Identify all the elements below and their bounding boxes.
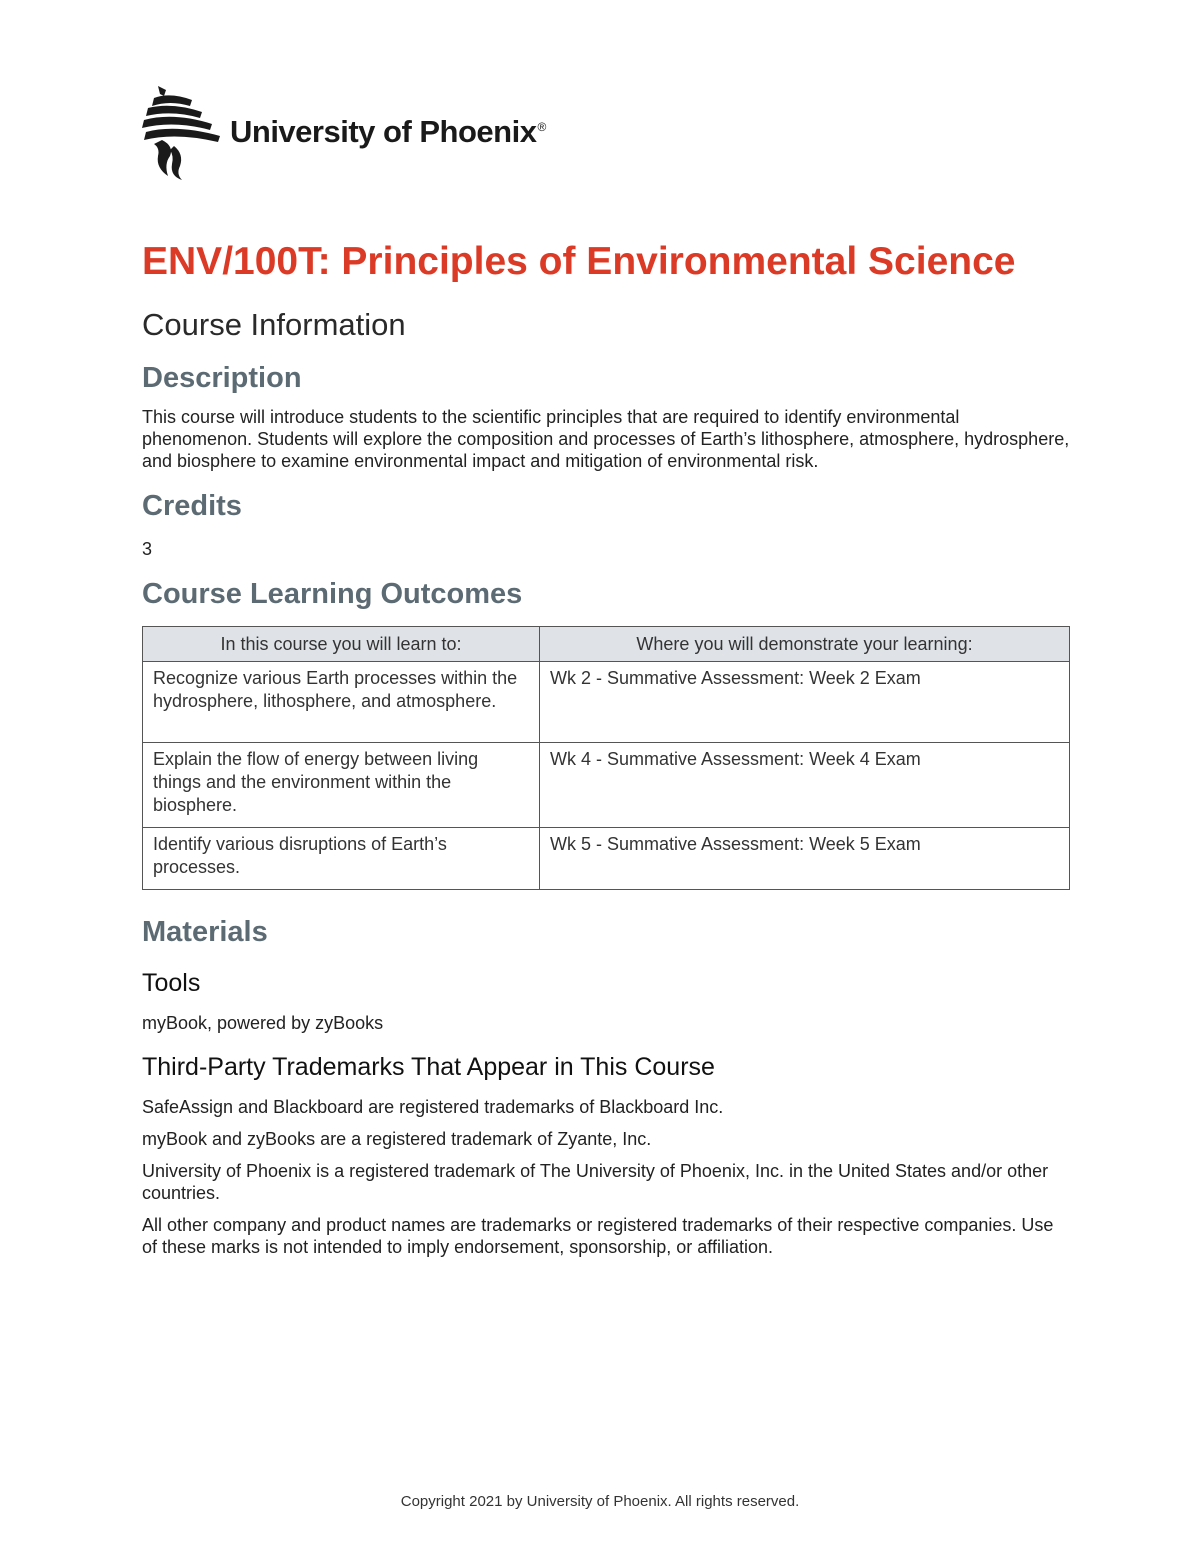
- course-document: [142, 238, 1070, 1258]
- assessment-cell: Wk 5 - Summative Assessment: Week 5 Exam: [540, 828, 1070, 890]
- trademark-line: myBook and zyBooks are a registered trademark of Zyante, Inc.: [142, 1129, 652, 1149]
- course-title: ENV/100T: Principles of Environmental Science: [142, 240, 1016, 283]
- description-text: This course will introduce students to the scientific principles that are required to identify environmental phenomenon. Students will explore the composition and processes of Earth’s lithosphere, atmosphere, hydrosphere, and biosphere to examine environmental impact and mitigation of environmental risk.: [142, 407, 1070, 471]
- outcome-cell: Identify various disruptions of Earth’s processes.: [143, 828, 540, 890]
- table-header-row: [143, 627, 1070, 662]
- university-logo: [140, 84, 546, 180]
- tools-text: myBook, powered by zyBooks: [142, 1013, 384, 1033]
- column-header-demonstrate: Where you will demonstrate your learning:: [540, 627, 1070, 662]
- copyright-footer: Copyright 2021 by University of Phoenix. All rights reserved.: [400, 1493, 800, 1510]
- registered-mark: ®: [537, 119, 546, 134]
- trademarks-heading: Third-Party Trademarks That Appear in This Course: [142, 1053, 715, 1081]
- credits-value: 3: [142, 539, 153, 559]
- column-header-learn: In this course you will learn to:: [143, 627, 540, 662]
- description-heading: Description: [142, 362, 302, 394]
- assessment-cell: Wk 4 - Summative Assessment: Week 4 Exam: [540, 743, 1070, 828]
- trademark-line: SafeAssign and Blackboard are registered trademarks of Blackboard Inc.: [142, 1097, 724, 1117]
- outcome-cell: Recognize various Earth processes within the hydrosphere, lithosphere, and atmosphere.: [143, 662, 540, 743]
- trademark-line: University of Phoenix is a registered trademark of The University of Phoenix, Inc. in the United States and/or other countries.: [142, 1161, 1049, 1203]
- assessment-cell: Wk 2 - Summative Assessment: Week 2 Exam: [540, 662, 1070, 743]
- outcomes-heading: Course Learning Outcomes: [142, 578, 523, 610]
- outcomes-table: [142, 626, 1070, 890]
- table-row: [143, 743, 1070, 828]
- course-information-heading: Course Information: [142, 307, 406, 342]
- materials-heading: Materials: [142, 916, 268, 948]
- credits-heading: Credits: [142, 490, 242, 522]
- trademark-line: All other company and product names are trademarks or registered trademarks of their respective companies. Use of these marks is not intended to imply endorsement, sponsorship, or affiliation.: [142, 1215, 1054, 1257]
- table-row: [143, 828, 1070, 890]
- outcome-cell: Explain the flow of energy between living things and the environment within the biosphere.: [143, 743, 540, 828]
- table-row: [143, 662, 1070, 743]
- phoenix-bird-icon: [140, 84, 222, 180]
- logo-wordmark: University of Phoenix®: [230, 114, 546, 149]
- tools-heading: Tools: [142, 969, 201, 997]
